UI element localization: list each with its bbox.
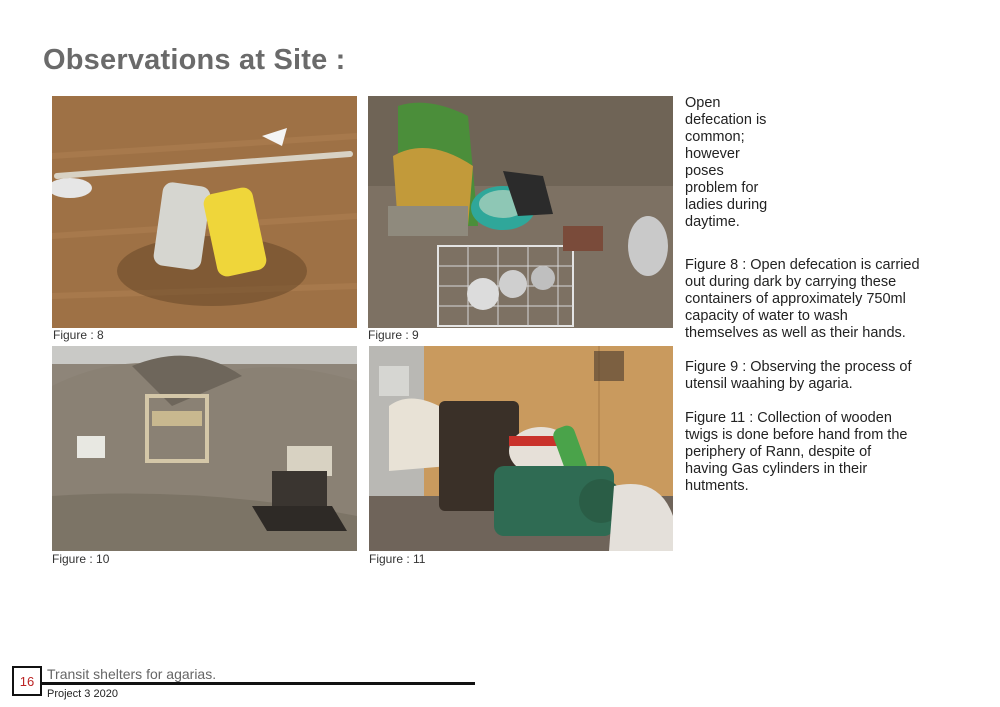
figure-11-description: Figure 11 : Collection of wooden twigs is done before hand from the periphery of Rann, despite of having Gas cylinders in their hutments. [685, 410, 908, 494]
footer-document-title: Transit shelters for agarias. [47, 666, 217, 682]
figure-10-photo [52, 346, 357, 551]
footer-subtitle: Project 3 2020 [47, 688, 118, 700]
figure-9-description: Figure 9 : Observing the process of utensil waahing by agaria. [685, 359, 912, 392]
figure-8-photo [52, 96, 357, 328]
figure-11-caption: Figure : 11 [369, 552, 426, 566]
page-number: 16 [12, 666, 42, 696]
footer-divider [40, 682, 475, 685]
figure-8-caption: Figure : 8 [53, 328, 104, 342]
figure-11-photo [369, 346, 673, 551]
figure-10-caption: Figure : 10 [52, 552, 110, 566]
figure-8-description: Figure 8 : Open defecation is carried out during dark by carrying these containers of approximately 750ml capacity of water to wash themselves as well as their hands. [685, 257, 920, 341]
intro-text: Open defecation is common; however poses problem for ladies during daytime. [685, 95, 768, 230]
figure-9-caption: Figure : 9 [368, 328, 419, 342]
page-title: Observations at Site : [43, 44, 346, 76]
figure-9-photo [368, 96, 673, 328]
